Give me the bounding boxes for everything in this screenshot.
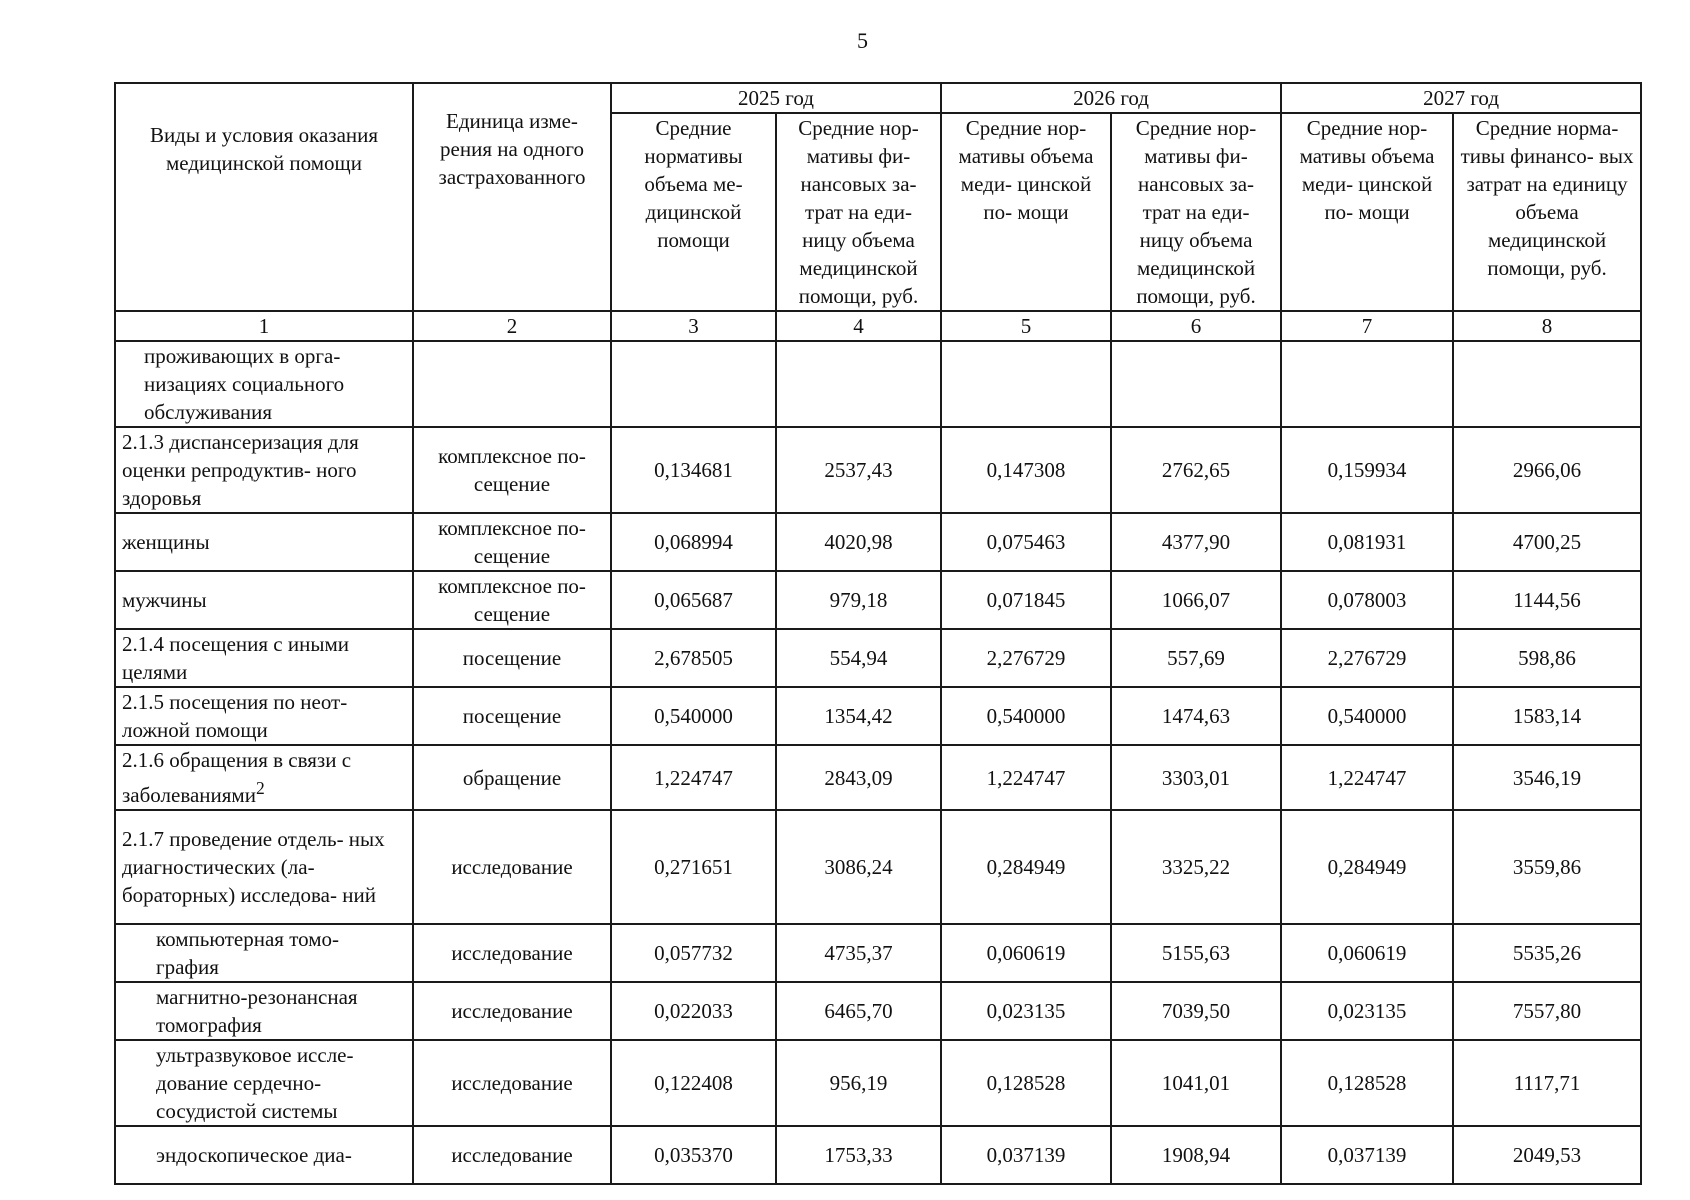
header-year-2025: 2025 год [611, 83, 941, 113]
table-row [115, 810, 1641, 924]
row-kind: 2.1.3 диспансеризация для оценки репродуктив- ного здоровья [115, 427, 413, 513]
row-volume-2027: 0,540000 [1281, 687, 1453, 745]
header-kind: Виды и условия оказания медицинской помощи [115, 83, 413, 311]
row-volume-2025: 0,035370 [611, 1126, 776, 1184]
page-number: 5 [857, 28, 868, 53]
row-unit: комплексное по- сещение [413, 513, 611, 571]
row-volume-2025: 0,068994 [611, 513, 776, 571]
row-cost-2027: 598,86 [1453, 629, 1641, 687]
row-cost-2026: 4377,90 [1111, 513, 1281, 571]
row-unit: исследование [413, 1126, 611, 1184]
row-volume-2025: 0,057732 [611, 924, 776, 982]
row-cost-2026: 7039,50 [1111, 982, 1281, 1040]
row-cost-2026: 1474,63 [1111, 687, 1281, 745]
table-row [115, 1040, 1641, 1126]
row-volume-2027: 0,037139 [1281, 1126, 1453, 1184]
row-volume-2026: 0,540000 [941, 687, 1111, 745]
row-volume-2026: 0,037139 [941, 1126, 1111, 1184]
row-volume-2027: 0,128528 [1281, 1040, 1453, 1126]
table-row [115, 629, 1641, 687]
column-number: 4 [776, 311, 941, 341]
column-number: 6 [1111, 311, 1281, 341]
row-volume-2026: 0,075463 [941, 513, 1111, 571]
row-volume-2027: 0,284949 [1281, 810, 1453, 924]
row-volume-2026: 0,284949 [941, 810, 1111, 924]
row-cost-2027: 1117,71 [1453, 1040, 1641, 1126]
column-number: 7 [1281, 311, 1453, 341]
row-unit: исследование [413, 982, 611, 1040]
row-unit: обращение [413, 745, 611, 810]
medical-norms-table [114, 82, 1642, 1185]
column-number: 5 [941, 311, 1111, 341]
row-kind: ультразвуковое иссле- дование сердечно- сосудистой системы [115, 1040, 413, 1126]
table-row [115, 341, 1641, 427]
row-volume-2027: 2,276729 [1281, 629, 1453, 687]
row-cost-2027: 1583,14 [1453, 687, 1641, 745]
footnote-mark: 2 [255, 778, 265, 798]
row-cost-2025: 4735,37 [776, 924, 941, 982]
table-row [115, 924, 1641, 982]
table-row [115, 982, 1641, 1040]
row-volume-2025: 0,122408 [611, 1040, 776, 1126]
table-row [115, 513, 1641, 571]
row-volume-2025: 1,224747 [611, 745, 776, 810]
row-kind: проживающих в орга- низациях социального обслуживания [115, 341, 413, 427]
row-volume-2025: 0,540000 [611, 687, 776, 745]
header-year-2026: 2026 год [941, 83, 1281, 113]
row-unit: комплексное по- сещение [413, 427, 611, 513]
row-cost-2026: 1908,94 [1111, 1126, 1281, 1184]
row-cost-2026: 1041,01 [1111, 1040, 1281, 1126]
row-volume-2027 [1281, 341, 1453, 427]
row-unit: посещение [413, 629, 611, 687]
row-kind: женщины [115, 513, 413, 571]
row-cost-2027: 3546,19 [1453, 745, 1641, 810]
header-unit: Единица изме- рения на одного застрахованного [413, 83, 611, 311]
row-kind: мужчины [115, 571, 413, 629]
row-cost-2026: 3303,01 [1111, 745, 1281, 810]
column-number: 8 [1453, 311, 1641, 341]
row-volume-2025: 0,065687 [611, 571, 776, 629]
row-unit [413, 341, 611, 427]
header-volume-2026: Средние нор- мативы объема меди- цинской по- мощи [941, 113, 1111, 311]
row-cost-2027: 7557,80 [1453, 982, 1641, 1040]
row-kind: 2.1.7 проведение отдель- ных диагностических (ла- бораторных) исследова- ний [115, 810, 413, 924]
row-volume-2026: 0,071845 [941, 571, 1111, 629]
row-cost-2025: 1354,42 [776, 687, 941, 745]
header-volume-2025: Средние нормативы объема ме- дицинской помощи [611, 113, 776, 311]
row-cost-2027: 2966,06 [1453, 427, 1641, 513]
row-volume-2025: 0,022033 [611, 982, 776, 1040]
row-volume-2027: 0,023135 [1281, 982, 1453, 1040]
row-unit: исследование [413, 1040, 611, 1126]
row-volume-2025: 2,678505 [611, 629, 776, 687]
row-cost-2026: 1066,07 [1111, 571, 1281, 629]
column-number: 3 [611, 311, 776, 341]
header-year-2027: 2027 год [1281, 83, 1641, 113]
row-kind: эндоскопическое диа- [115, 1126, 413, 1184]
table-row [115, 427, 1641, 513]
column-number: 2 [413, 311, 611, 341]
row-unit: исследование [413, 810, 611, 924]
header-year-row [115, 83, 1641, 113]
row-cost-2027: 4700,25 [1453, 513, 1641, 571]
row-volume-2027: 0,081931 [1281, 513, 1453, 571]
row-cost-2025: 979,18 [776, 571, 941, 629]
row-cost-2025: 2537,43 [776, 427, 941, 513]
row-volume-2026: 0,147308 [941, 427, 1111, 513]
row-cost-2025: 6465,70 [776, 982, 941, 1040]
row-kind: магнитно-резонансная томография [115, 982, 413, 1040]
row-cost-2027 [1453, 341, 1641, 427]
row-cost-2027: 1144,56 [1453, 571, 1641, 629]
row-cost-2025: 2843,09 [776, 745, 941, 810]
column-number: 1 [115, 311, 413, 341]
row-volume-2027: 0,060619 [1281, 924, 1453, 982]
header-cost-2026: Средние нор- мативы фи- нансовых за- трат на еди- ницу объема медицинской помощи, руб. [1111, 113, 1281, 311]
row-cost-2026: 3325,22 [1111, 810, 1281, 924]
row-kind: 2.1.5 посещения по неот- ложной помощи [115, 687, 413, 745]
row-cost-2025: 1753,33 [776, 1126, 941, 1184]
column-number-row [115, 311, 1641, 341]
table-row [115, 571, 1641, 629]
row-volume-2025: 0,134681 [611, 427, 776, 513]
row-cost-2026: 2762,65 [1111, 427, 1281, 513]
row-kind: 2.1.4 посещения с иными целями [115, 629, 413, 687]
header-cost-2027: Средние норма- тивы финансо- вых затрат на единицу объема медицинской помощи, руб. [1453, 113, 1641, 311]
row-volume-2025: 0,271651 [611, 810, 776, 924]
row-kind-text: 2.1.6 обращения в связи с заболеваниями [122, 748, 352, 807]
row-kind: компьютерная томо- графия [115, 924, 413, 982]
row-cost-2025 [776, 341, 941, 427]
row-cost-2027: 5535,26 [1453, 924, 1641, 982]
row-volume-2027: 0,078003 [1281, 571, 1453, 629]
row-unit: посещение [413, 687, 611, 745]
row-cost-2027: 3559,86 [1453, 810, 1641, 924]
row-cost-2025: 956,19 [776, 1040, 941, 1126]
row-cost-2026: 557,69 [1111, 629, 1281, 687]
row-volume-2025 [611, 341, 776, 427]
table-row [115, 687, 1641, 745]
row-volume-2026: 0,060619 [941, 924, 1111, 982]
row-cost-2026: 5155,63 [1111, 924, 1281, 982]
row-volume-2027: 1,224747 [1281, 745, 1453, 810]
row-cost-2025: 554,94 [776, 629, 941, 687]
header-cost-2025: Средние нор- мативы фи- нансовых за- трат на еди- ницу объема медицинской помощи, руб. [776, 113, 941, 311]
row-volume-2026: 2,276729 [941, 629, 1111, 687]
row-cost-2025: 3086,24 [776, 810, 941, 924]
row-cost-2026 [1111, 341, 1281, 427]
row-cost-2027: 2049,53 [1453, 1126, 1641, 1184]
row-unit: комплексное по- сещение [413, 571, 611, 629]
row-volume-2027: 0,159934 [1281, 427, 1453, 513]
row-volume-2026: 0,023135 [941, 982, 1111, 1040]
row-unit: исследование [413, 924, 611, 982]
table-row [115, 1126, 1641, 1184]
row-volume-2026: 1,224747 [941, 745, 1111, 810]
table-row [115, 745, 1641, 810]
row-volume-2026: 0,128528 [941, 1040, 1111, 1126]
header-volume-2027: Средние нор- мативы объема меди- цинской по- мощи [1281, 113, 1453, 311]
row-cost-2025: 4020,98 [776, 513, 941, 571]
row-volume-2026 [941, 341, 1111, 427]
row-kind [115, 745, 413, 810]
